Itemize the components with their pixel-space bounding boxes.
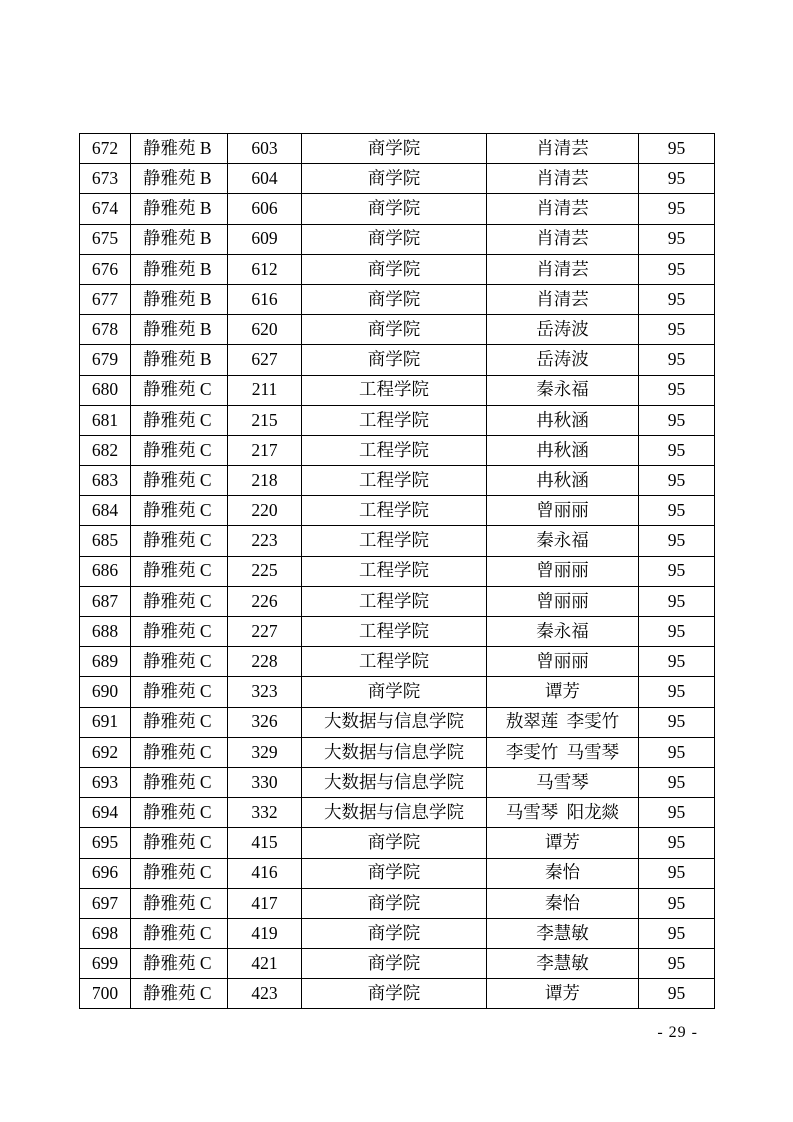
teacher-cell: 肖清芸 [487,224,639,254]
building-cell: 静雅苑 C [131,405,228,435]
building-cell: 静雅苑 C [131,647,228,677]
table-row [80,345,715,375]
building-cell: 静雅苑 C [131,707,228,737]
seq-cell: 685 [80,526,131,556]
room-cell: 225 [228,556,302,586]
building-cell: 静雅苑 C [131,798,228,828]
table-row [80,405,715,435]
table-row [80,224,715,254]
table-row [80,134,715,164]
teacher-cell: 肖清芸 [487,134,639,164]
college-cell: 商学院 [302,254,487,284]
building-cell: 静雅苑 B [131,134,228,164]
room-cell: 227 [228,617,302,647]
teacher-cell: 岳涛波 [487,345,639,375]
score-cell: 95 [639,798,715,828]
teacher-cell: 肖清芸 [487,164,639,194]
table-row [80,918,715,948]
table-row [80,164,715,194]
teacher-cell: 秦永福 [487,375,639,405]
room-cell: 217 [228,435,302,465]
building-cell: 静雅苑 C [131,888,228,918]
college-cell: 商学院 [302,918,487,948]
table-row [80,617,715,647]
seq-cell: 682 [80,435,131,465]
seq-cell: 679 [80,345,131,375]
room-cell: 616 [228,284,302,314]
college-cell: 大数据与信息学院 [302,767,487,797]
seq-cell: 673 [80,164,131,194]
college-cell: 大数据与信息学院 [302,707,487,737]
college-cell: 工程学院 [302,617,487,647]
score-cell: 95 [639,707,715,737]
score-cell: 95 [639,254,715,284]
teacher-cell: 岳涛波 [487,315,639,345]
teacher-cell: 秦怡 [487,858,639,888]
teacher-cell: 谭芳 [487,979,639,1009]
room-cell: 223 [228,526,302,556]
college-cell: 商学院 [302,284,487,314]
building-cell: 静雅苑 C [131,677,228,707]
room-cell: 330 [228,767,302,797]
table-row [80,435,715,465]
seq-cell: 699 [80,949,131,979]
room-cell: 603 [228,134,302,164]
building-cell: 静雅苑 C [131,828,228,858]
room-cell: 329 [228,737,302,767]
score-cell: 95 [639,284,715,314]
college-cell: 工程学院 [302,556,487,586]
seq-cell: 696 [80,858,131,888]
college-cell: 商学院 [302,677,487,707]
table-row [80,858,715,888]
seq-cell: 687 [80,586,131,616]
building-cell: 静雅苑 C [131,858,228,888]
room-cell: 220 [228,496,302,526]
college-cell: 工程学院 [302,435,487,465]
college-cell: 商学院 [302,224,487,254]
score-cell: 95 [639,767,715,797]
room-cell: 211 [228,375,302,405]
college-cell: 大数据与信息学院 [302,737,487,767]
room-cell: 421 [228,949,302,979]
records-table-body [80,134,715,1009]
teacher-cell: 肖清芸 [487,284,639,314]
college-cell: 商学院 [302,979,487,1009]
page-number: - 29 - [657,1024,698,1041]
table-row [80,466,715,496]
teacher-cell: 谭芳 [487,677,639,707]
teacher-cell: 李雯竹 马雪琴 [487,737,639,767]
score-cell: 95 [639,918,715,948]
teacher-cell: 冉秋涵 [487,466,639,496]
table-row [80,586,715,616]
room-cell: 332 [228,798,302,828]
table-row [80,315,715,345]
teacher-cell: 曾丽丽 [487,496,639,526]
teacher-cell: 秦永福 [487,617,639,647]
score-cell: 95 [639,737,715,767]
building-cell: 静雅苑 C [131,949,228,979]
room-cell: 604 [228,164,302,194]
score-cell: 95 [639,466,715,496]
records-table [79,133,715,1009]
room-cell: 620 [228,315,302,345]
college-cell: 商学院 [302,134,487,164]
teacher-cell: 曾丽丽 [487,556,639,586]
college-cell: 商学院 [302,164,487,194]
building-cell: 静雅苑 C [131,375,228,405]
college-cell: 商学院 [302,194,487,224]
teacher-cell: 谭芳 [487,828,639,858]
teacher-cell: 冉秋涵 [487,435,639,465]
building-cell: 静雅苑 B [131,254,228,284]
seq-cell: 680 [80,375,131,405]
table-row [80,949,715,979]
seq-cell: 684 [80,496,131,526]
building-cell: 静雅苑 C [131,526,228,556]
table-row [80,526,715,556]
room-cell: 627 [228,345,302,375]
room-cell: 218 [228,466,302,496]
building-cell: 静雅苑 B [131,224,228,254]
college-cell: 商学院 [302,858,487,888]
table-row [80,496,715,526]
seq-cell: 674 [80,194,131,224]
seq-cell: 695 [80,828,131,858]
building-cell: 静雅苑 C [131,435,228,465]
building-cell: 静雅苑 B [131,194,228,224]
college-cell: 工程学院 [302,405,487,435]
score-cell: 95 [639,435,715,465]
table-row [80,556,715,586]
teacher-cell: 冉秋涵 [487,405,639,435]
college-cell: 工程学院 [302,526,487,556]
room-cell: 415 [228,828,302,858]
seq-cell: 676 [80,254,131,284]
college-cell: 工程学院 [302,586,487,616]
teacher-cell: 敖翠莲 李雯竹 [487,707,639,737]
room-cell: 215 [228,405,302,435]
seq-cell: 672 [80,134,131,164]
building-cell: 静雅苑 B [131,345,228,375]
building-cell: 静雅苑 B [131,284,228,314]
table-row [80,888,715,918]
building-cell: 静雅苑 C [131,617,228,647]
building-cell: 静雅苑 C [131,466,228,496]
score-cell: 95 [639,496,715,526]
seq-cell: 691 [80,707,131,737]
score-cell: 95 [639,345,715,375]
college-cell: 工程学院 [302,466,487,496]
teacher-cell: 秦怡 [487,888,639,918]
seq-cell: 686 [80,556,131,586]
teacher-cell: 马雪琴 阳龙燚 [487,798,639,828]
college-cell: 大数据与信息学院 [302,798,487,828]
table-row [80,979,715,1009]
table-row [80,284,715,314]
table-row [80,254,715,284]
score-cell: 95 [639,828,715,858]
room-cell: 417 [228,888,302,918]
table-row [80,737,715,767]
score-cell: 95 [639,315,715,345]
seq-cell: 700 [80,979,131,1009]
score-cell: 95 [639,949,715,979]
seq-cell: 689 [80,647,131,677]
building-cell: 静雅苑 C [131,556,228,586]
college-cell: 工程学院 [302,496,487,526]
seq-cell: 683 [80,466,131,496]
room-cell: 609 [228,224,302,254]
score-cell: 95 [639,526,715,556]
score-cell: 95 [639,617,715,647]
score-cell: 95 [639,677,715,707]
room-cell: 326 [228,707,302,737]
room-cell: 226 [228,586,302,616]
building-cell: 静雅苑 C [131,918,228,948]
room-cell: 228 [228,647,302,677]
teacher-cell: 李慧敏 [487,918,639,948]
score-cell: 95 [639,586,715,616]
score-cell: 95 [639,647,715,677]
seq-cell: 697 [80,888,131,918]
room-cell: 323 [228,677,302,707]
score-cell: 95 [639,405,715,435]
room-cell: 612 [228,254,302,284]
table-row [80,767,715,797]
score-cell: 95 [639,224,715,254]
table-row [80,194,715,224]
room-cell: 423 [228,979,302,1009]
college-cell: 商学院 [302,888,487,918]
table-row [80,828,715,858]
seq-cell: 694 [80,798,131,828]
score-cell: 95 [639,375,715,405]
table-row [80,798,715,828]
seq-cell: 693 [80,767,131,797]
seq-cell: 690 [80,677,131,707]
building-cell: 静雅苑 B [131,164,228,194]
table-row [80,677,715,707]
score-cell: 95 [639,556,715,586]
building-cell: 静雅苑 C [131,737,228,767]
college-cell: 工程学院 [302,647,487,677]
seq-cell: 678 [80,315,131,345]
building-cell: 静雅苑 B [131,315,228,345]
score-cell: 95 [639,134,715,164]
college-cell: 商学院 [302,828,487,858]
building-cell: 静雅苑 C [131,496,228,526]
score-cell: 95 [639,858,715,888]
teacher-cell: 曾丽丽 [487,647,639,677]
seq-cell: 677 [80,284,131,314]
teacher-cell: 秦永福 [487,526,639,556]
room-cell: 606 [228,194,302,224]
room-cell: 416 [228,858,302,888]
table-row [80,707,715,737]
teacher-cell: 肖清芸 [487,194,639,224]
score-cell: 95 [639,194,715,224]
seq-cell: 681 [80,405,131,435]
teacher-cell: 肖清芸 [487,254,639,284]
teacher-cell: 曾丽丽 [487,586,639,616]
seq-cell: 698 [80,918,131,948]
college-cell: 商学院 [302,949,487,979]
college-cell: 商学院 [302,345,487,375]
building-cell: 静雅苑 C [131,767,228,797]
building-cell: 静雅苑 C [131,586,228,616]
score-cell: 95 [639,164,715,194]
seq-cell: 675 [80,224,131,254]
room-cell: 419 [228,918,302,948]
table-row [80,647,715,677]
table-row [80,375,715,405]
teacher-cell: 马雪琴 [487,767,639,797]
college-cell: 商学院 [302,315,487,345]
teacher-cell: 李慧敏 [487,949,639,979]
score-cell: 95 [639,888,715,918]
seq-cell: 692 [80,737,131,767]
college-cell: 工程学院 [302,375,487,405]
score-cell: 95 [639,979,715,1009]
seq-cell: 688 [80,617,131,647]
building-cell: 静雅苑 C [131,979,228,1009]
